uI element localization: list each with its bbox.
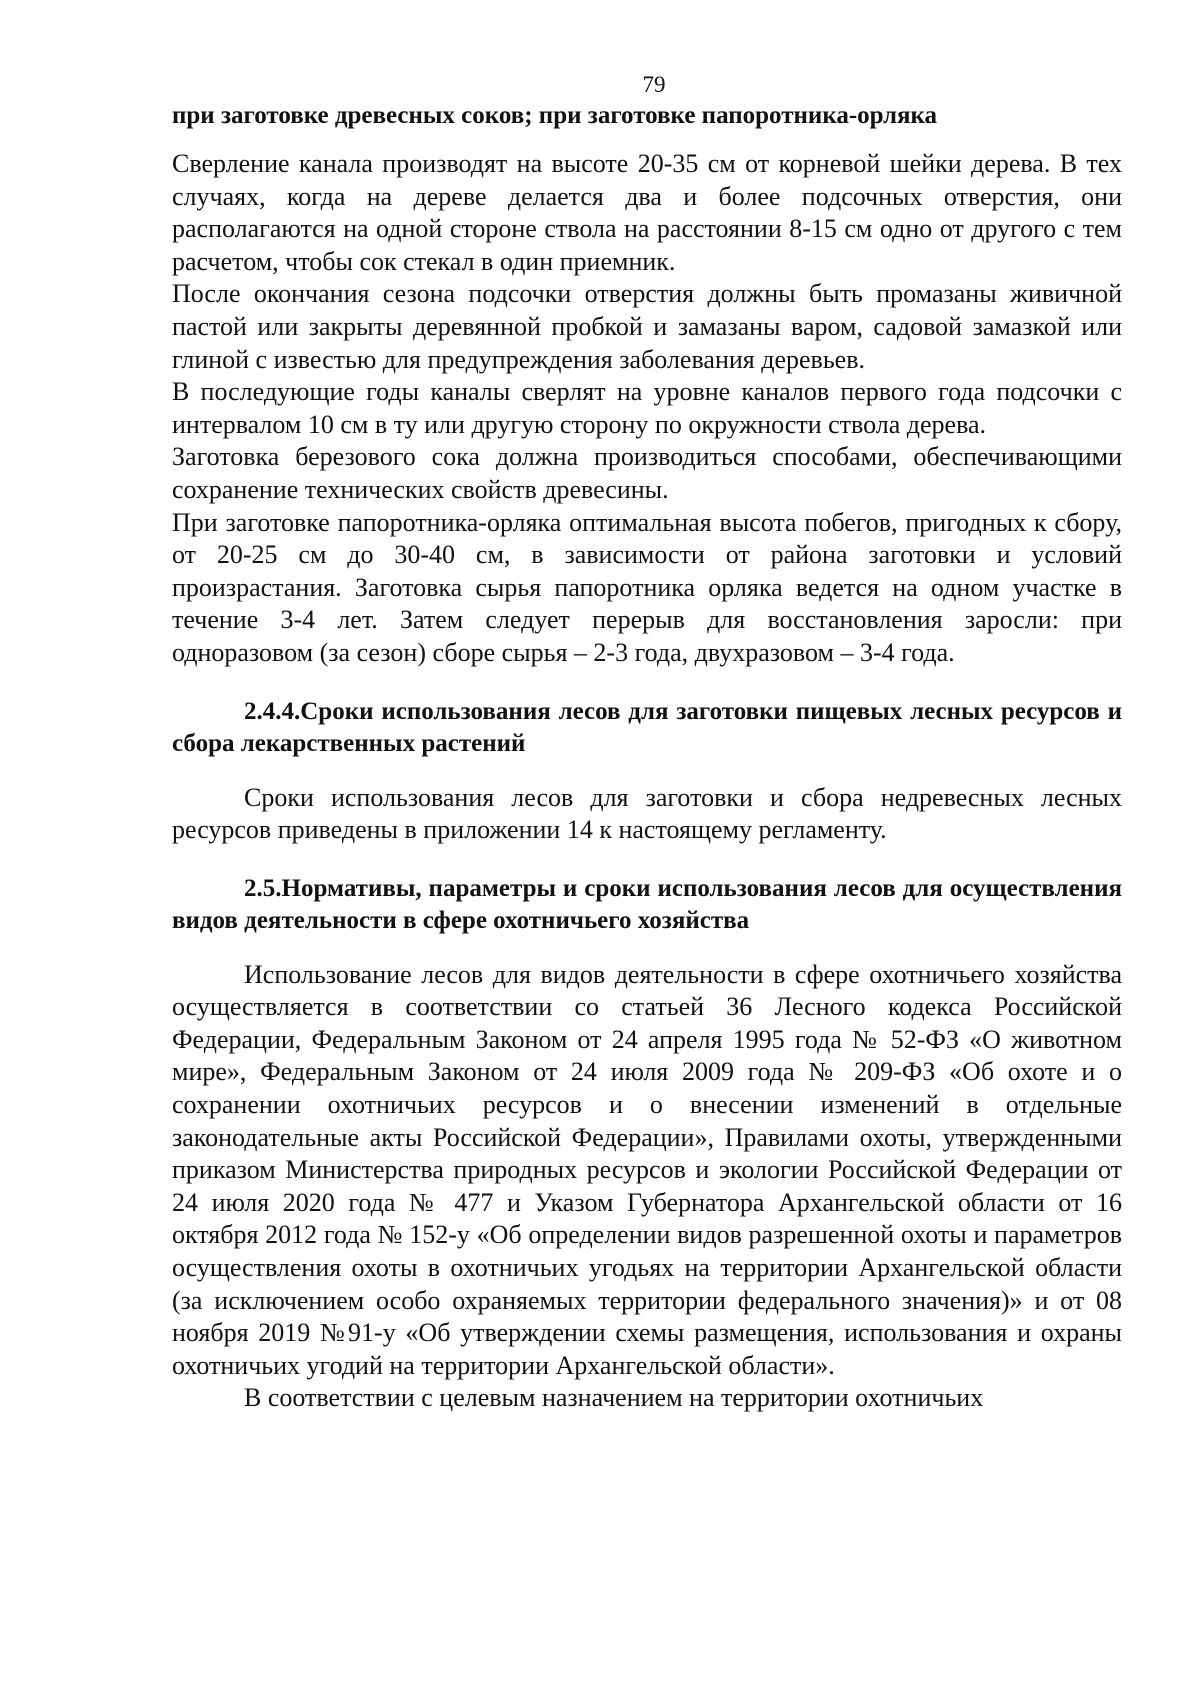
section-2-4-4-text: Сроки использования лесов для заготовки и сбора недревесных лесных ресурсов приведены в приложении 14 к настоящему регламенту. bbox=[172, 782, 1122, 845]
section-2-4-4-heading: 2.4.4.Сроки использования лесов для заготовки пищевых лесных ресурсов и сбора лекарственных растений bbox=[172, 697, 1122, 757]
page-number: 79 bbox=[642, 72, 666, 97]
paragraph-fern: При заготовке папоротника-орляка оптимальная высота побегов, пригодных к сбору, от 20-25 см до 30-40 см, в зависимости от района заготовки и условий произрастания. Заготовка сырья папоротника орляка ведется на одном участке в течение 3-4 лет. Затем следует перерыв для восстановления заросли: при одноразовом (за сезон) сборе сырья – 2-3 года, двухразовом – 3-4 года. bbox=[172, 507, 1122, 667]
section-2-5-paragraph-2: В соответствии с целевым назначением на территории охотничьих bbox=[244, 1383, 984, 1413]
continued-section-heading: при заготовке древесных соков; при заготовке папоротника-орляка bbox=[172, 102, 938, 129]
section-2-5-heading: 2.5.Нормативы, параметры и сроки использования лесов для осуществления видов деятельности в сфере охотничьего хозяйства bbox=[172, 874, 1122, 934]
document-page bbox=[172, 70, 1122, 1415]
paragraph-following-years: В последующие годы каналы сверлят на уровне каналов первого года подсочки с интервалом 10 см в ту или другую сторону по окружности ствола дерева. bbox=[172, 377, 1122, 439]
paragraph-drilling: Сверление канала производят на высоте 20-35 см от корневой шейки дерева. В тех случаях, когда на дереве делается два и более подсочных отверстия, они располагаются на одной стороне ствола на расстоянии 8-15 см одно от другого с тем расчетом, чтобы сок стекал в один приемник. bbox=[172, 149, 1122, 276]
juice-and-fern-harvesting-text bbox=[172, 148, 1122, 670]
paragraph-birch-sap: Заготовка березового сока должна производиться способами, обеспечивающими сохранение технических свойств древесины. bbox=[172, 442, 1122, 504]
section-2-5-paragraph-1: Использование лесов для видов деятельности в сфере охотничьего хозяйства осуществляется в соответствии со статьей 36 Лесного кодекса Российской Федерации, Федеральным Законом от 24 апреля 1995 года № 52-ФЗ «О животном мире», Федеральным Законом от 24 июля 2009 года № 209-ФЗ «Об охоте и о сохранении охотничьих ресурсов и о внесении изменений в отдельные законодательные акты Российской Федерации», Правилами охоты, утвержденными приказом Министерства природных ресурсов и экологии Российской Федерации от 24 июля 2020 года № 477 и Указом Губернатора Архангельской области от 16 октября 2012 года № 152-у «Об определении видов разрешенной охоты и параметров осуществления охоты в охотничьих угодьях на территории Архангельской области (за исключением особо охраняемых территории федерального значения)» и от 08 ноября 2019 №91-у «Об утверждении схемы размещения, использования и охраны охотничьих угодий на территории Архангельской области». bbox=[172, 959, 1122, 1380]
paragraph-after-season: После окончания сезона подсочки отверстия должны быть промазаны живичной пастой или закрыты деревянной пробкой и замазаны варом, садовой замазкой или глиной с известью для предупреждения заболевания деревьев. bbox=[172, 279, 1122, 374]
